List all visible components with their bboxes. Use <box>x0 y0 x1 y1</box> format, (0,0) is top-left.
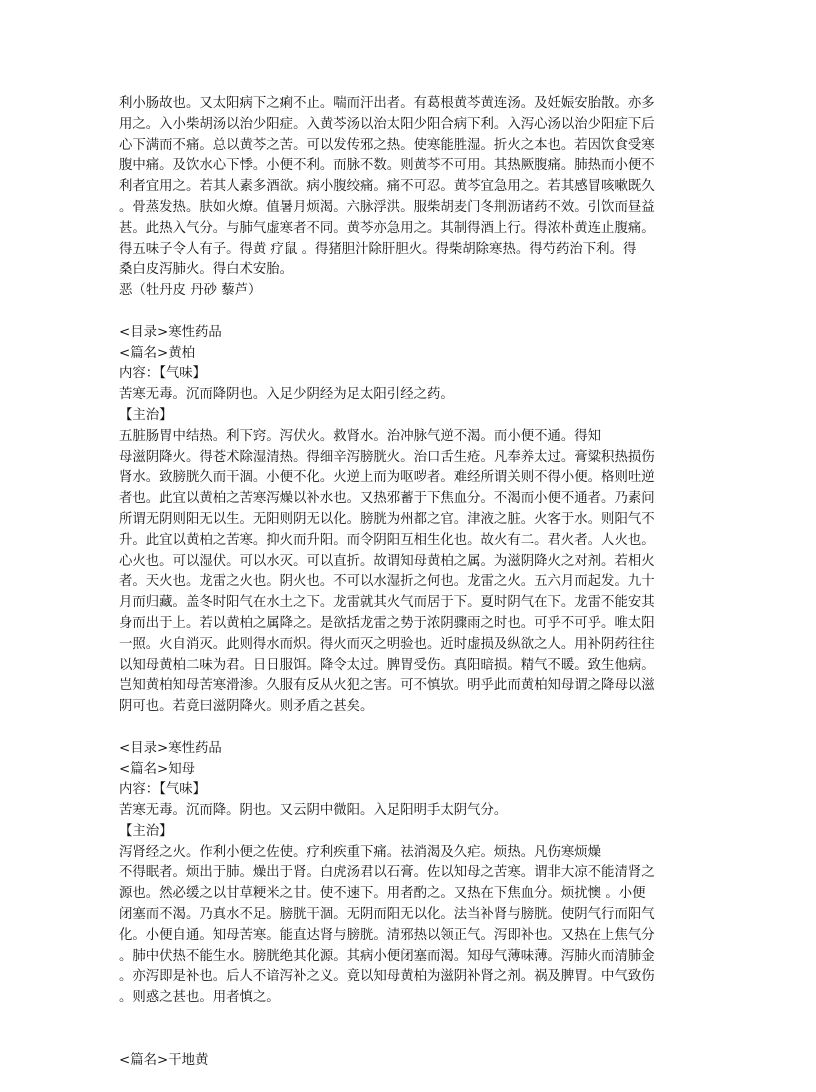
section-heading: 【主治】 <box>119 407 173 423</box>
text-line: 阴可也。若竟曰滋阴降火。则矛盾之甚矣。 <box>119 699 374 715</box>
text-line: 肾水。致膀胱久而干涸。小便不化。火逆上而为呕哕者。难经所谓关则不得小便。格则吐逆 <box>119 470 655 486</box>
catalog-heading: <目录>寒性药品 <box>119 324 222 340</box>
text-line: 。亦泻即是补也。后人不谙泻补之义。竟以知母黄柏为滋阴补肾之剂。祸及脾胃。中气致伤 <box>119 969 655 985</box>
text-line: 岂知黄柏知母苦寒滑渗。久服有反从火犯之害。可不慎欤。明乎此而黄柏知母谓之降母以滋 <box>119 678 655 694</box>
text-line: 得五味子令人有子。得黄 疗鼠 。得猪胆汁除肝胆火。得柴胡除寒热。得芍药治下利。得 <box>119 241 637 257</box>
text-line: 者。天火也。龙雷之火也。阴火也。不可以水湿折之何也。龙雷之火。五六月而起发。九十 <box>119 574 655 590</box>
text-line: 甚。此热入气分。与肺气虚寒者不同。黄芩亦急用之。其制得酒上行。得浓朴黄连止腹痛。 <box>119 220 655 236</box>
text-line: 身而出于上。若以黄柏之属降之。是欲括龙雷之势于浓阴骤雨之时也。可乎不可乎。唯太阳 <box>119 615 655 631</box>
section-heading: 内容：【气味】 <box>119 782 207 798</box>
paragraph-gap <box>119 302 701 323</box>
text-line: 。则惑之甚也。用者慎之。 <box>119 990 280 1006</box>
text-line: 利者宜用之。若其人素多酒欲。病小腹绞痛。痛不可忍。黄芩宜急用之。若其感冒咳嗽既久 <box>119 179 655 195</box>
text-line: 。骨蒸发热。肤如火燎。值暑月烦渴。六脉浮洪。服柴胡麦门冬荆沥诸药不效。引饮而昼益 <box>119 199 655 215</box>
text-line: 桑白皮泻肺火。得白术安胎。 <box>119 262 294 278</box>
text-line: 月而归藏。盖冬时阳气在水土之下。龙雷就其火气而居于下。夏时阴气在下。龙雷不能安其 <box>119 595 655 611</box>
text-line: 腹中痛。及饮水心下悸。小便不利。而脉不数。则黄芩不可用。其热厥腹痛。肺热而小便不 <box>119 158 655 174</box>
contraindication-line: 恶（牡丹皮 丹砂 藜芦） <box>119 283 262 299</box>
text-line: 不得眠者。烦出于肺。燥出于肾。白虎汤君以石膏。佐以知母之苦寒。谓非大凉不能清肾之 <box>119 865 655 881</box>
text-line <box>119 1009 701 1030</box>
text-line: 苦寒无毒。沉而降。阴也。又云阴中微阳。入足阳明手太阴气分。 <box>119 803 508 819</box>
text-line: 五脏肠胃中结热。利下窍。泻伏火。救肾水。治冲脉气逆不渴。而小便不通。得知 <box>119 428 602 444</box>
text-line: 利小肠故也。又太阳病下之痢不止。喘而汗出者。有葛根黄芩黄连汤。及妊娠安胎散。亦多 <box>119 96 655 111</box>
catalog-heading: <篇名>干地黄 <box>119 1052 209 1068</box>
text-line: 源也。然必缓之以甘草粳米之甘。使不速下。用者酌之。又热在下焦血分。烦扰懊 。小便 <box>119 886 646 902</box>
section-heading: 内容：【气味】 <box>119 366 207 382</box>
text-line: 化。小便自通。知母苦寒。能直达肾与膀胱。清邪热以领正气。泻即补也。又热在上焦气分 <box>119 927 655 943</box>
text-line: 升。此宜以黄柏之苦寒。抑火而升阳。而令阴阳互相生化也。故火有二。君火者。人火也。 <box>119 532 655 548</box>
text-line: 心下满而不痛。总以黄芩之苦。可以发传邪之热。使寒能胜湿。折火之本也。若因饮食受寒 <box>119 137 655 153</box>
text-line: 母滋阴降火。得苍术除湿清热。得细辛泻膀胱火。治口舌生疮。凡奉养太过。膏粱积热损伤 <box>119 449 655 465</box>
section-heading: 【主治】 <box>119 823 173 839</box>
text-line: 一照。火自消灭。此则得水而炽。得火而灭之明验也。近时虚损及纵欲之人。用补阴药往往 <box>119 636 655 652</box>
text-line: 苦寒无毒。沉而降阴也。入足少阴经为足太阳引经之药。 <box>119 387 454 403</box>
text-line: 者也。此宜以黄柏之苦寒泻燥以补水也。又热邪蓄于下焦血分。不渴而小便不通者。乃素问 <box>119 491 655 507</box>
paragraph-gap <box>119 1030 701 1051</box>
text-line: 泻肾经之火。作利小便之佐使。疗利疾重下痛。祛消渴及久疟。烦热。凡伤寒烦燥 <box>119 844 602 860</box>
document-page <box>119 94 701 1092</box>
text-line: 以知母黄柏二味为君。日日服饵。降令太过。脾胃受伤。真阳暗损。精气不暖。致生他病。 <box>119 657 655 673</box>
entry-title: <篇名>黄柏 <box>119 345 196 361</box>
text-line: 。肺中伏热不能生水。膀胱绝其化源。其病小便闭塞而渴。知母气薄味薄。泻肺火而清肺金 <box>119 948 655 964</box>
catalog-heading: <目录>寒性药品 <box>119 740 222 756</box>
text-line: 闭塞而不渴。乃真水不足。膀胱干涸。无阴而阳无以化。法当补肾与膀胱。使阴气行而阳气 <box>119 907 655 923</box>
entry-title: <篇名>知母 <box>119 761 196 777</box>
entry-title <box>119 1071 701 1092</box>
paragraph-gap <box>119 718 701 739</box>
text-line: 心火也。可以湿伏。可以水灭。可以直折。故谓知母黄柏之属。为滋阴降火之对剂。若相火 <box>119 553 655 569</box>
text-line: 用之。入小柴胡汤以治少阳症。入黄芩汤以治太阳少阳合病下利。入泻心汤以治少阳症下后 <box>119 116 655 132</box>
text-line: 所谓无阴则阳无以生。无阳则阴无以化。膀胱为州都之官。津液之脏。火客于水。则阳气不 <box>119 511 655 527</box>
